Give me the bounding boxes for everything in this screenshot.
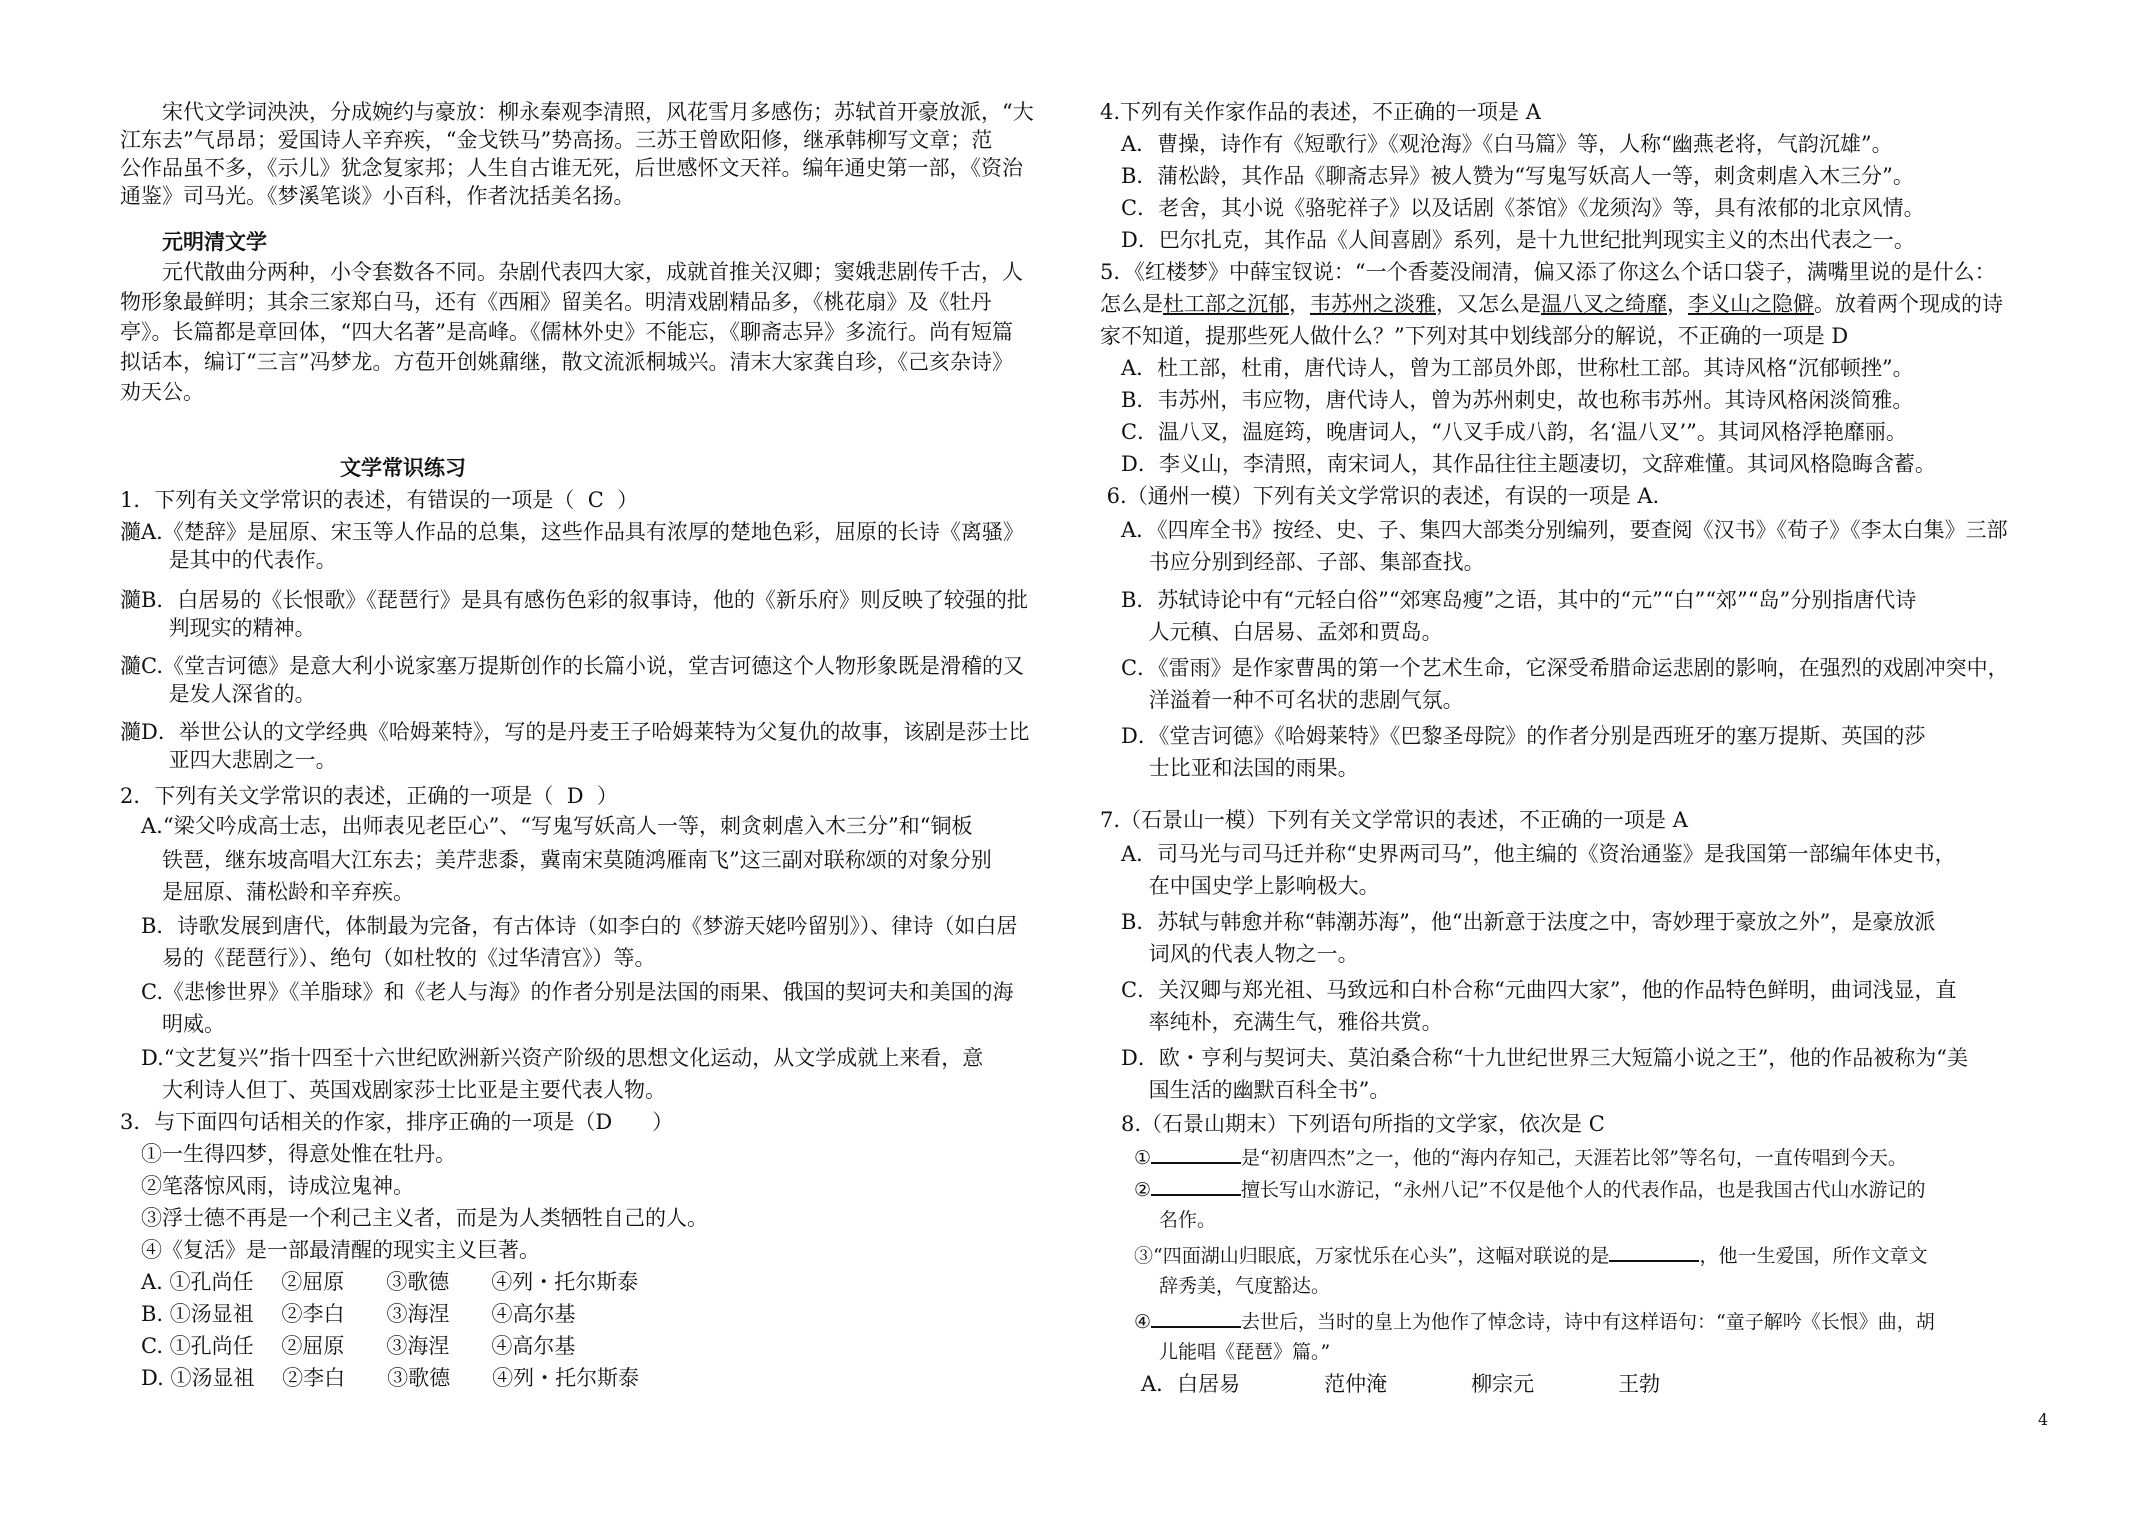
ymq-paragraph-line-2: 物形象最鲜明；其余三家郑白马，还有《西厢》留美名。明清戏剧精品多，《桃花扇》及《牡丹 xyxy=(120,290,992,314)
q5-option-b: B．韦苏州，韦应物，唐代诗人，曾为苏州刺史，故也称韦苏州。其诗风格闲淡简雅。 xyxy=(1100,388,1914,412)
q8-text: 擅长写山水游记，“永州八记”不仅是他个人的代表作品，也是我国古代山水游记的 xyxy=(1241,1179,1926,1201)
q4-option-a: A．曹操，诗作有《短歌行》《观沧海》《白马篇》等，人称“幽燕老将，气韵沉雄”。 xyxy=(1100,132,1893,156)
ymq-paragraph-line-1: 元代散曲分两种，小令套数各不同。杂剧代表四大家，成就首推关汉卿；窦娥悲剧传千古，人 xyxy=(120,260,1023,284)
q6-line-8: D．《堂吉诃德》《哈姆莱特》《巴黎圣母院》的作者分别是西班牙的塞万提斯、英国的莎 xyxy=(1100,724,1926,748)
q1-line-5: 判现实的精神。 xyxy=(120,616,316,640)
q5-text: 怎么是 xyxy=(1100,292,1163,316)
q4-option-b: B．蒲松龄，其作品《聊斋志异》被人赞为“写鬼写妖高人一等，刺贪刺虐入木三分”。 xyxy=(1100,164,1914,188)
q1-line-4: 瀡B．白居易的《长恨歌》《琵琶行》是具有感伤色彩的叙事诗，他的《新乐府》则反映了较强的批 xyxy=(120,588,1028,612)
page-number: 4 xyxy=(2038,1410,2049,1429)
song-paragraph-line-1: 宋代文学词泱泱，分成婉约与豪放：柳永秦观李清照，风花雪月多感伤；苏轼首开豪放派，“大 xyxy=(120,100,1034,124)
q7-line-1: 7.（石景山一模）下列有关文学常识的表述，不正确的一项是 A xyxy=(1100,808,1688,832)
q6-line-4: B．苏轼诗论中有“元轻白俗”“郊寒岛瘦”之语，其中的“元”“白”“郊”“岛”分别指唐代诗 xyxy=(1100,588,1917,612)
q4-option-d: D．巴尔扎克，其作品《人间喜剧》系列，是十九世纪批判现实主义的杰出代表之一。 xyxy=(1100,228,1915,252)
q6-line-9: 士比亚和法国的雨果。 xyxy=(1100,756,1359,780)
q1-line-1: 1．下列有关文学常识的表述，有错误的一项是（ C ） xyxy=(120,488,639,512)
q3-option-b: B. ①汤显祖 ②李白 ③海涅 ④高尔基 xyxy=(120,1302,576,1326)
q7-line-8: D．欧・亨利与契诃夫、莫泊桑合称“十九世纪世界三大短篇小说之王”，他的作品被称为“美 xyxy=(1100,1046,1969,1070)
q1-line-2: 瀡A.《楚辞》是屈原、宋玉等人作品的总集，这些作品具有浓厚的楚地色彩，屈原的长诗《离骚》 xyxy=(120,520,1024,544)
q2-line-2: A.“梁父吟成高士志，出师表见老臣心”、“写鬼写妖高人一等，刺贪刺虐入木三分”和“铜板 xyxy=(120,814,973,838)
q5-line-1: 5．《红楼梦》中薛宝钗说：“一个香菱没闹清，偏又添了你这么个话口袋子，满嘴里说的是什么： xyxy=(1100,260,1996,284)
q7-line-3: 在中国史学上影响极大。 xyxy=(1100,874,1380,898)
q3-line-1: 3．与下面四句话相关的作家，排序正确的一项是（D ） xyxy=(120,1110,674,1134)
q8-blank-4 xyxy=(1151,1306,1241,1328)
q3-option-a: A. ①孔尚任 ②屈原 ③歌德 ④列・托尔斯泰 xyxy=(120,1270,639,1294)
q4-line-1: 4.下列有关作家作品的表述，不正确的一项是 A xyxy=(1100,100,1541,124)
q7-line-4: B．苏轼与韩愈并称“韩潮苏海”，他“出新意于法度之中，寄妙理于豪放之外”，是豪放派 xyxy=(1100,910,1936,934)
song-paragraph-line-2: 江东去”气昂昂；爱国诗人辛弃疾，“金戈铁马”势高扬。三苏王曾欧阳修，继承韩柳写文章；范 xyxy=(120,128,993,152)
q2-line-1: 2．下列有关文学常识的表述，正确的一项是（ D ） xyxy=(120,784,618,808)
q1-line-6: 瀡C.《堂吉诃德》是意大利小说家塞万提斯创作的长篇小说，堂吉诃德这个人物形象既是滑稽的又 xyxy=(120,654,1024,678)
q8-title: 8.（石景山期末）下列语句所指的文学家，依次是 C xyxy=(1100,1112,1605,1136)
q8-sentence-2 xyxy=(1134,1174,1925,1204)
q5-line-2 xyxy=(1100,290,2003,318)
q5-text: ， xyxy=(1667,292,1688,316)
q1-line-3: 是其中的代表作。 xyxy=(120,548,337,572)
q2-line-5: B．诗歌发展到唐代，体制最为完备，有古体诗（如李白的《梦游天姥吟留别》）、律诗（如白居 xyxy=(120,914,1018,938)
q5-line-3: 家不知道，提那些死人做什么？”下列对其中划线部分的解说，不正确的一项是 D xyxy=(1100,324,1849,348)
song-paragraph-line-4: 通鉴》司马光。《梦溪笔谈》小百科，作者沈括美名扬。 xyxy=(120,184,635,208)
q3-line-5: ④《复活》是一部最清醒的现实主义巨著。 xyxy=(120,1238,540,1262)
q2-line-9: D.“文艺复兴”指十四至十六世纪欧洲新兴资产阶级的思想文化运动，从文学成就上来看，意 xyxy=(120,1046,984,1070)
ymq-heading: 元明清文学 xyxy=(162,229,267,254)
q2-line-7: C.《悲惨世界》《羊脂球》和《老人与海》的作者分别是法国的雨果、俄国的契诃夫和美国的海 xyxy=(120,980,1014,1004)
q2-line-3: 铁琶，继东坡高唱大江东去；美芹悲黍，冀南宋莫随鸿雁南飞”这三副对联称颂的对象分别 xyxy=(120,848,992,872)
q8-text: 去世后，当时的皇上为他作了悼念诗，诗中有这样语句：“童子解吟《长恨》曲，胡 xyxy=(1241,1311,1935,1333)
q3-option-d: D. ①汤显祖 ②李白 ③歌德 ④列・托尔斯泰 xyxy=(120,1366,640,1390)
q8-blank-3 xyxy=(1609,1240,1699,1262)
q2-line-6: 易的《琵琶行》）、绝句（如杜牧的《过华清宫》）等。 xyxy=(120,946,656,970)
q3-line-2: ①一生得四梦，得意处惟在牡丹。 xyxy=(120,1142,456,1166)
q5-underline-2: 韦苏州之淡雅 xyxy=(1310,292,1436,316)
q7-line-7: 率纯朴，充满生气，雅俗共赏。 xyxy=(1100,1010,1443,1034)
q6-line-5: 人元稹、白居易、孟郊和贾岛。 xyxy=(1100,620,1443,644)
q8-option-a: A．白居易 范仲淹 柳宗元 王勃 xyxy=(1120,1372,1661,1396)
q8-text: ③“四面湖山归眼底，万家忧乐在心头”，这幅对联说的是 xyxy=(1134,1245,1610,1267)
ymq-paragraph-line-4: 拟话本，编订“三言”冯梦龙。方苞开创姚鼐继，散文流派桐城兴。清末大家龚自珍，《己亥杂诗》 xyxy=(120,350,1013,374)
q5-underline-3: 温八叉之绮靡 xyxy=(1541,292,1667,316)
q8-sentence-4 xyxy=(1134,1306,1935,1336)
q8-sentence-4-cont: 儿能唱《琵琶》篇。” xyxy=(1134,1341,1331,1363)
q7-line-9: 国生活的幽默百科全书”。 xyxy=(1100,1078,1391,1102)
q6-line-7: 洋溢着一种不可名状的悲剧气氛。 xyxy=(1100,688,1464,712)
q1-line-9: 亚四大悲剧之一。 xyxy=(120,748,337,772)
q1-line-8: 瀡D．举世公认的文学经典《哈姆莱特》，写的是丹麦王子哈姆莱特为父复仇的故事，该剧是莎士比 xyxy=(120,720,1030,744)
q8-sentence-3 xyxy=(1134,1240,1927,1270)
q4-option-c: C．老舍，其小说《骆驼祥子》以及话剧《茶馆》《龙须沟》等，具有浓郁的北京风情。 xyxy=(1100,196,1925,220)
q5-text: ，又怎么是 xyxy=(1436,292,1541,316)
q2-line-4: 是屈原、蒲松龄和辛弃疾。 xyxy=(120,880,414,904)
q8-text: 是“初唐四杰”之一，他的“海内存知己，天涯若比邻”等名句，一直传唱到今天。 xyxy=(1241,1147,1907,1169)
q8-text: ，他一生爱国，所作文章文 xyxy=(1699,1245,1928,1267)
q7-line-6: C．关汉卿与郑光祖、马致远和白朴合称“元曲四大家”，他的作品特色鲜明，曲词浅显，直 xyxy=(1100,978,1957,1002)
q8-sentence-3-cont: 辞秀美，气度豁达。 xyxy=(1134,1275,1331,1297)
q5-text: 。放着两个现成的诗 xyxy=(1814,292,2003,316)
q8-blank-1 xyxy=(1151,1142,1241,1164)
q5-underline-1: 杜工部之沉郁 xyxy=(1163,292,1289,316)
q1-line-7: 是发人深省的。 xyxy=(120,682,316,706)
q8-sentence-1 xyxy=(1134,1142,1907,1172)
q2-line-10: 大利诗人但丁、英国戏剧家莎士比亚是主要代表人物。 xyxy=(120,1078,666,1102)
song-paragraph-line-3: 公作品虽不多，《示儿》犹念复家邦；人生自古谁无死，后世感怀文天祥。编年通史第一部，《资治 xyxy=(120,156,1023,180)
q3-line-3: ②笔落惊风雨，诗成泣鬼神。 xyxy=(120,1174,414,1198)
q6-line-6: C．《雷雨》是作家曹禺的第一个艺术生命，它深受希腊命运悲剧的影响，在强烈的戏剧冲突中， xyxy=(1100,656,2009,680)
q5-option-a: A．杜工部，杜甫，唐代诗人，曾为工部员外郎，世称杜工部。其诗风格“沉郁顿挫”。 xyxy=(1100,356,1914,380)
practice-title: 文学常识练习 xyxy=(340,455,466,480)
q5-text: ， xyxy=(1289,292,1310,316)
q7-line-5: 词风的代表人物之一。 xyxy=(1100,942,1359,966)
q8-marker: ④ xyxy=(1134,1311,1152,1333)
q8-blank-2 xyxy=(1151,1174,1241,1196)
q7-line-2: A．司马光与司马迁并称“史界两司马”，他主编的《资治通鉴》是我国第一部编年体史书， xyxy=(1100,842,1956,866)
q5-option-d: D．李义山，李清照，南宋词人，其作品往往主题凄切，文辞难懂。其词风格隐晦含蓄。 xyxy=(1100,452,1936,476)
q8-marker: ① xyxy=(1134,1147,1152,1169)
q6-line-1: 6.（通州一模）下列有关文学常识的表述，有误的一项是 A. xyxy=(1100,484,1660,508)
q6-line-2: A．《四库全书》按经、史、子、集四大部类分别编列，要查阅《汉书》《荀子》《李太白集》三部 xyxy=(1100,518,2008,542)
q3-line-4: ③浮士德不再是一个利己主义者，而是为人类牺牲自己的人。 xyxy=(120,1206,708,1230)
q6-line-3: 书应分别到经部、子部、集部查找。 xyxy=(1100,550,1485,574)
ymq-paragraph-line-3: 亭》。长篇都是章回体，“四大名著”是高峰。《儒林外史》不能忘，《聊斋志异》多流行。尚有短篇 xyxy=(120,320,1013,344)
ymq-paragraph-line-5: 劝天公。 xyxy=(120,380,204,404)
q2-line-8: 明威。 xyxy=(120,1012,225,1036)
q8-sentence-2-cont: 名作。 xyxy=(1134,1209,1217,1231)
q8-marker: ② xyxy=(1134,1179,1152,1201)
q5-underline-4: 李义山之隐僻 xyxy=(1688,292,1814,316)
q5-option-c: C．温八叉，温庭筠，晚唐词人，“八叉手成八韵，名‘温八叉’”。其词风格浮艳靡丽。 xyxy=(1100,420,1907,444)
q3-option-c: C. ①孔尚任 ②屈原 ③海涅 ④高尔基 xyxy=(120,1334,576,1358)
